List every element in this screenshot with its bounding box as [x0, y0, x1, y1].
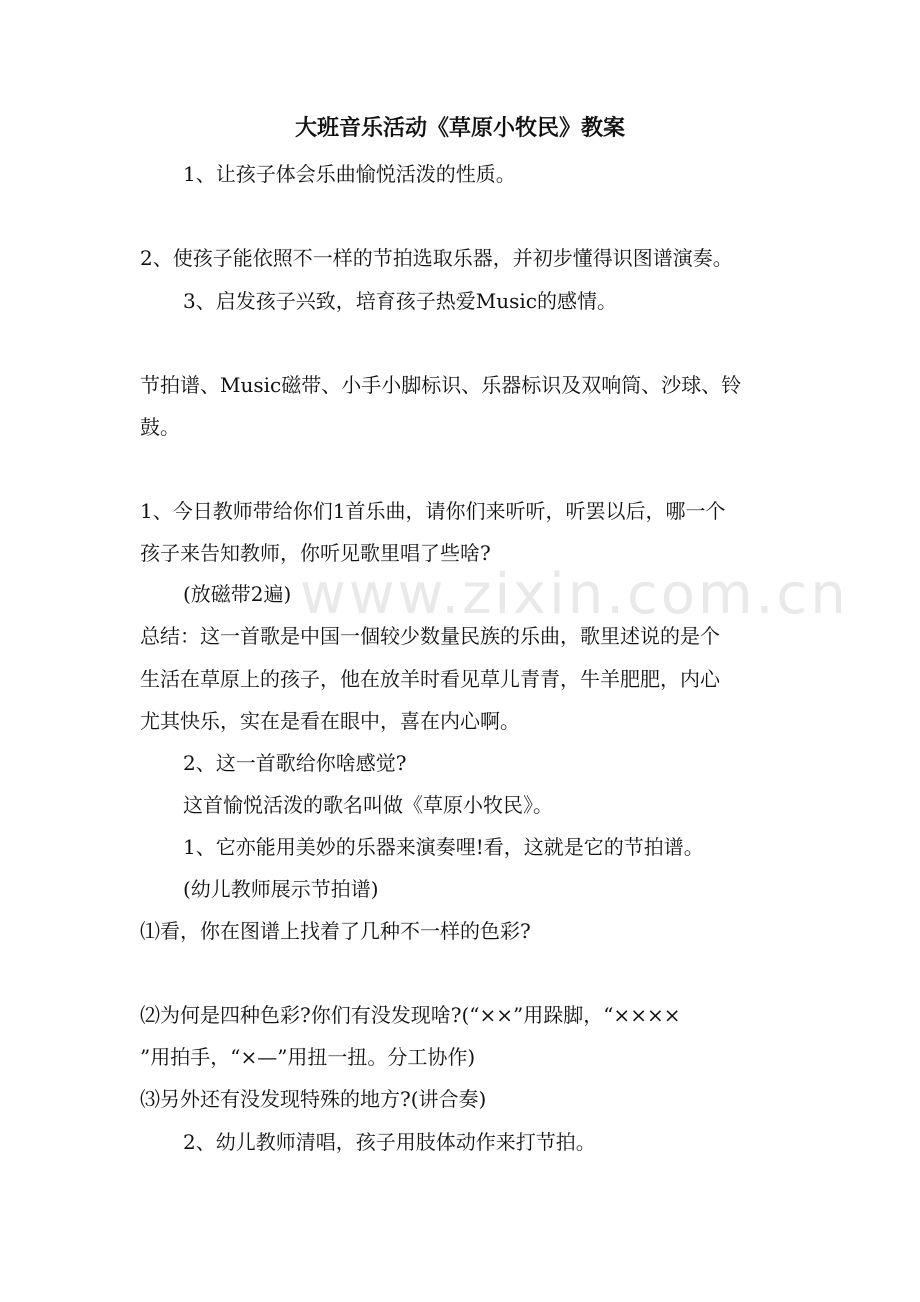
paragraph-line: 鼓。 — [140, 415, 180, 439]
paragraph-line: 生活在草原上的孩子，他在放羊时看见草儿青青，牛羊肥肥，内心 — [140, 667, 720, 691]
paragraph-line: 1、让孩子体会乐曲愉悦活泼的性质。 — [183, 162, 516, 186]
paragraph-line: 总结：这一首歌是中国一個较少数量民族的乐曲，歌里述说的是个 — [140, 624, 720, 648]
document-title: 大班音乐活动《草原小牧民》教案 — [294, 115, 625, 141]
paragraph-line: (幼儿教师展示节拍谱) — [183, 877, 379, 901]
paragraph-line: 2、使孩子能依照不一样的节拍选取乐器，并初步懂得识图谱演奏。 — [140, 246, 733, 270]
paragraph-line: 尤其快乐，实在是看在眼中，喜在内心啊。 — [140, 709, 520, 733]
paragraph-line: (放磁带2遍) — [183, 582, 292, 606]
watermark: www.zixin.com.cn — [300, 562, 849, 627]
paragraph-line: 1、它亦能用美妙的乐器来演奏哩!看，这就是它的节拍谱。 — [183, 835, 704, 859]
paragraph-line: 1、今日教师带给你们1首乐曲，请你们来听听，听罢以后，哪一个 — [140, 499, 726, 523]
paragraph-line: ”用拍手，“×—”用扭一扭。分工协作) — [140, 1045, 476, 1069]
paragraph-line: 2、这一首歌给你啥感觉? — [183, 751, 407, 775]
paragraph-line: 孩子来告知教师，你听见歌里唱了些啥? — [140, 541, 491, 565]
paragraph-line: 3、启发孩子兴致，培育孩子热爱Music的感情。 — [183, 289, 617, 313]
paragraph-line: 节拍谱、Music磁带、小手小脚标识、乐器标识及双响筒、沙球、铃 — [140, 373, 742, 397]
paragraph-line: 这首愉悦活泼的歌名叫做《草原小牧民》。 — [183, 793, 553, 817]
paragraph-line: ⑵为何是四种色彩?你们有没发现啥?(“××”用跺脚，“×××× — [140, 1003, 681, 1027]
paragraph-line: 2、幼儿教师清唱，孩子用肢体动作来打节拍。 — [183, 1130, 596, 1154]
paragraph-line: ⑴看，你在图谱上找着了几种不一样的色彩? — [140, 919, 531, 943]
paragraph-line: ⑶另外还有没发现特殊的地方?(讲合奏) — [140, 1087, 487, 1111]
